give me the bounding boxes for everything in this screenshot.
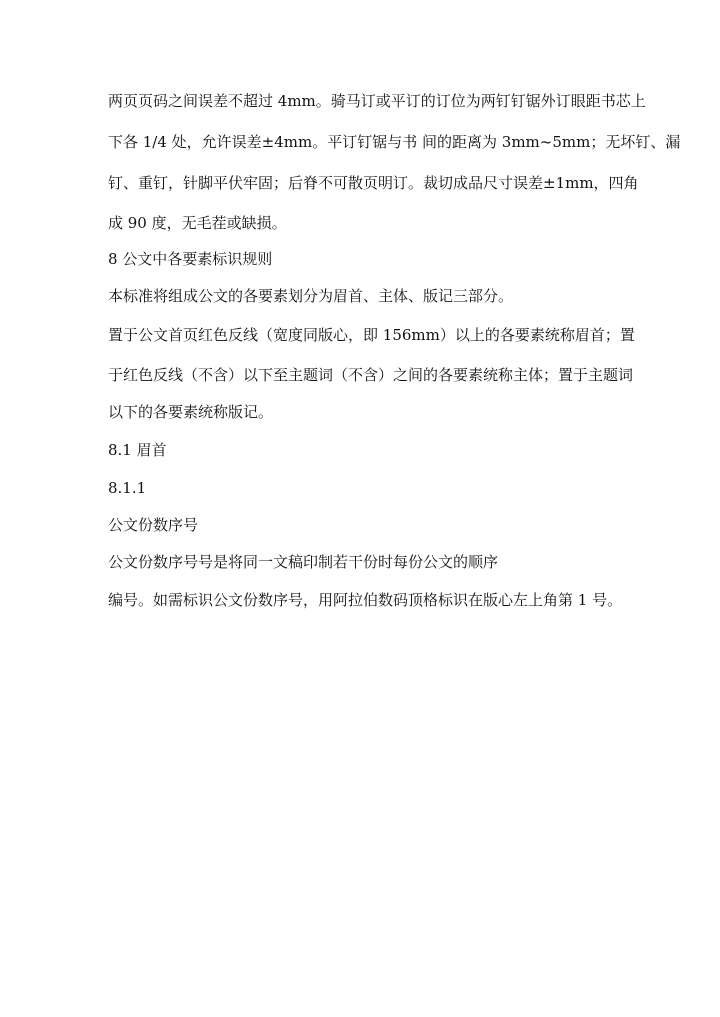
body-text-line: 成 90 度，无毛茬或缺损。 — [108, 214, 287, 232]
section-heading: 8 公文中各要素标识规则 — [108, 250, 273, 268]
body-text-line: 编号。如需标识公文份数序号，用阿拉伯数码顶格标识在版心左上角第 1 号。 — [108, 591, 623, 609]
subsection-number: 8.1.1 — [108, 479, 147, 497]
body-text-line: 于红色反线（不含）以下至主题词（不含）之间的各要素统称主体；置于主题词 — [108, 366, 634, 384]
body-text-line: 两页页码之间误差不超过 4mm。骑马订或平订的订位为两钉钉锯外订眼距书芯上 — [108, 92, 646, 110]
body-text-line: 以下的各要素统称版记。 — [108, 403, 274, 421]
body-text-line: 钉、重钉，针脚平伏牢固；后脊不可散页明订。裁切成品尺寸误差±1mm，四角 — [108, 174, 639, 192]
subsection-heading: 8.1 眉首 — [108, 441, 167, 459]
body-text-line: 本标准将组成公文的各要素划分为眉首、主体、版记三部分。 — [108, 287, 514, 305]
subsection-title: 公文份数序号 — [108, 516, 199, 534]
body-text-line: 置于公文首页红色反线（宽度同版心，即 156mm）以上的各要素统称眉首；置 — [108, 326, 635, 344]
body-text-line: 公文份数序号号是将同一文稿印制若干份时每份公文的顺序 — [108, 553, 499, 571]
body-text-line: 下各 1/4 处，允许误差±4mm。平订钉锯与书 间的距离为 3mm~5mm；无坏钉、漏 — [108, 133, 681, 151]
